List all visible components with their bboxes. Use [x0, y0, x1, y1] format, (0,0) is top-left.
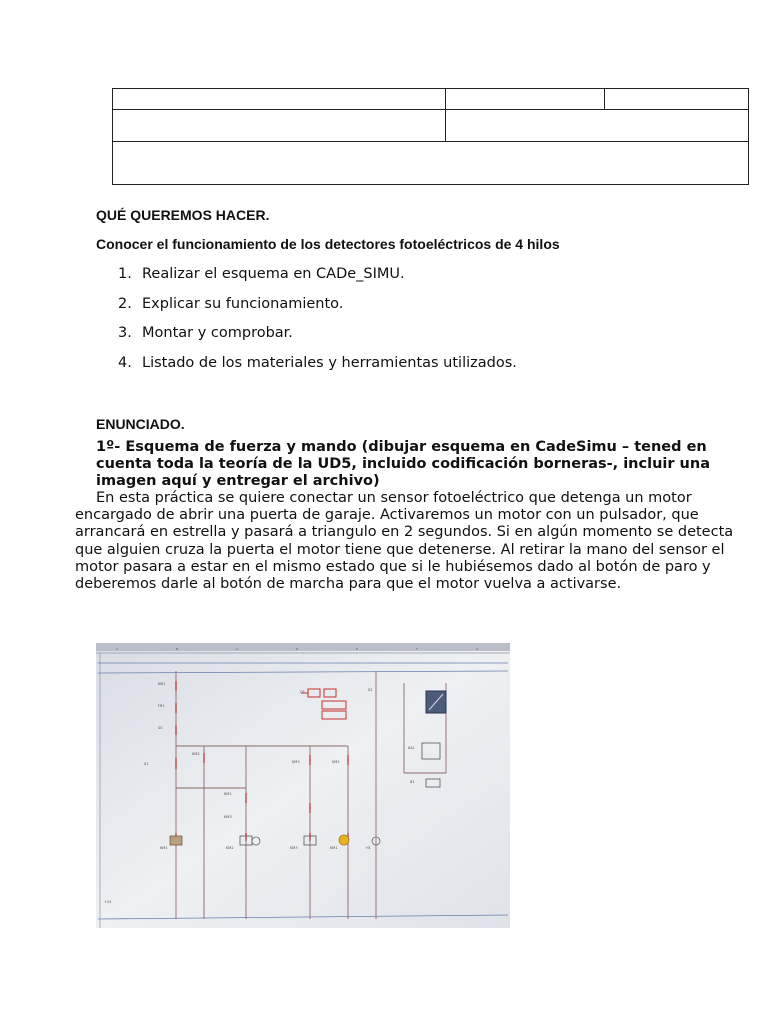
svg-text:+24: +24: [104, 900, 112, 904]
header-info-table: [112, 88, 749, 185]
objective-text: Conocer el funcionamiento de los detectores fotoeléctricos de 4 hilos: [96, 236, 560, 252]
svg-text:S0: S0: [158, 726, 163, 730]
svg-text:KA1: KA1: [408, 746, 415, 750]
header-cell-date[interactable]: [605, 89, 749, 110]
header-cell-group[interactable]: [446, 89, 605, 110]
svg-text:A: A: [116, 647, 119, 651]
svg-text:S1: S1: [144, 762, 149, 766]
list-item: 3. Montar y comprobar.: [118, 325, 293, 341]
svg-text:KM1: KM1: [330, 846, 338, 850]
svg-text:C: C: [236, 647, 239, 651]
svg-text:KM1: KM1: [160, 846, 168, 850]
circuit-schematic-photo: [96, 643, 510, 928]
svg-text:E: E: [356, 647, 358, 651]
svg-text:G: G: [476, 647, 479, 651]
svg-text:KM1: KM1: [158, 682, 166, 686]
svg-text:KM2: KM2: [332, 760, 340, 764]
svg-text:KM3: KM3: [290, 846, 298, 850]
section-heading-objective: QUÉ QUEREMOS HACER.: [96, 207, 270, 223]
header-cell-grade[interactable]: [446, 110, 749, 142]
list-item: 4. Listado de los materiales y herramientas utilizados.: [118, 354, 517, 371]
svg-text:D: D: [296, 647, 299, 651]
header-cell-notes[interactable]: [113, 142, 749, 185]
svg-text:FR1: FR1: [158, 704, 165, 708]
svg-text:H1: H1: [366, 846, 371, 850]
svg-text:KM2: KM2: [226, 846, 234, 850]
list-item: 2. Explicar su funcionamiento.: [118, 295, 344, 312]
task-title: 1º- Esquema de fuerza y mando (dibujar esquema en CadeSimu – tened en cuenta toda la teoría de la UD5, incluido codificación borneras-, incluir una imagen aquí y entregar el archivo): [96, 439, 710, 489]
svg-text:KM2: KM2: [192, 752, 200, 756]
svg-text:Q1: Q1: [300, 690, 305, 694]
svg-text:B: B: [176, 647, 179, 651]
svg-text:B1: B1: [410, 780, 415, 784]
svg-text:KM3: KM3: [292, 760, 300, 764]
svg-text:KM1: KM1: [224, 792, 232, 796]
statement-paragraph: En esta práctica se quiere conectar un sensor fotoeléctrico que detenga un motor encargado de abrir una puerta de garaje. Activaremos un motor con un pulsador, que arrancará en estrella y pasará a triangulo en 2 segundos. Si en algún momento se detecta que alguien cruza la puerta el motor tiene que detenerse. Al retirar la mano del sensor el motor pasara a estar en el mismo estado que si le hubiésemos dado al botón de paro y deberemos darle al botón de marcha para que el motor vuelva a activarse.: [75, 490, 734, 593]
steps-list: [118, 264, 517, 382]
section-heading-statement: ENUNCIADO.: [96, 416, 185, 432]
header-cell-practice[interactable]: [113, 110, 446, 142]
svg-text:KM3: KM3: [224, 815, 232, 819]
svg-text:S2: S2: [368, 688, 373, 692]
list-item: 1. Realizar el esquema en CADe_SIMU.: [118, 266, 405, 282]
svg-text:F: F: [416, 647, 418, 651]
header-cell-name[interactable]: [113, 89, 446, 110]
